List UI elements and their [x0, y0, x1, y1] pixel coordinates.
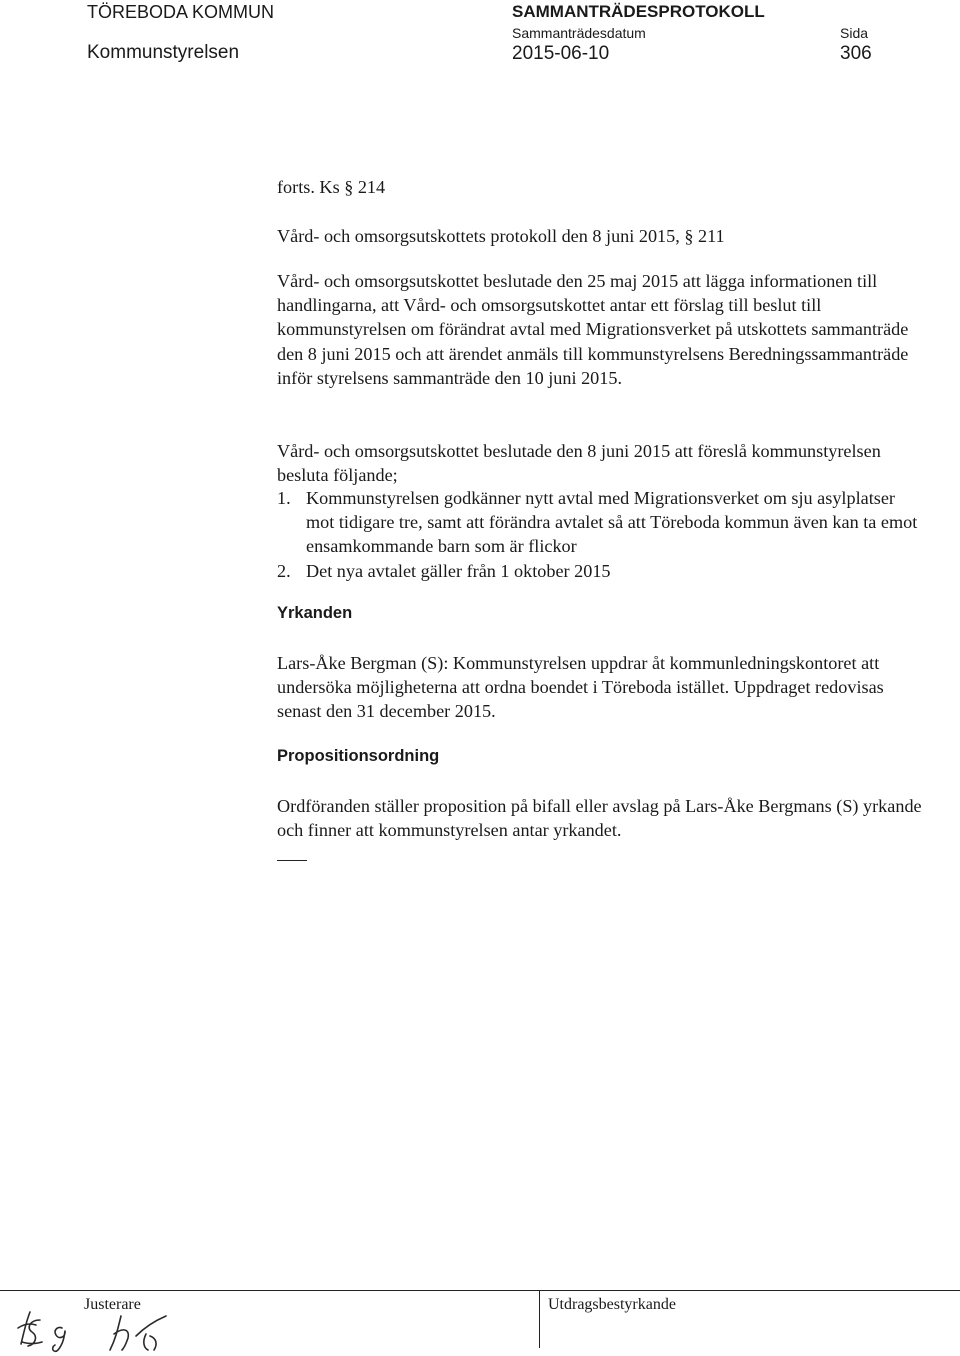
handwritten-initials-signature — [6, 1298, 206, 1354]
proposal-paragraph: Vård- och omsorgsutskottet beslutade den 8 juni 2015 att föreslå kommunstyrelsen besluta följande; — [277, 441, 881, 486]
meeting-date: 2015-06-10 — [512, 43, 610, 64]
proposition-paragraph: Ordföranden ställer proposition på bifall eller avslag på Lars-Åke Bergmans (S) yrkande och finner att kommunstyrelsen antar yrkandet. — [277, 796, 922, 841]
page-label: Sida — [840, 25, 869, 41]
heading-yrkanden: Yrkanden — [277, 604, 353, 622]
list-item-number: 1. — [277, 488, 291, 508]
end-dash — [277, 860, 307, 861]
document-type: SAMMANTRÄDESPROTOKOLL — [512, 2, 765, 21]
list-item — [277, 559, 927, 583]
organization-name: TÖREBODA KOMMUN — [87, 2, 275, 22]
meeting-date-label: Sammanträdesdatum — [512, 25, 646, 41]
list-item — [277, 486, 927, 559]
footer-rule — [0, 1290, 960, 1291]
department-name: Kommunstyrelsen — [87, 42, 240, 63]
list-item-text: Det nya avtalet gäller från 1 oktober 2015 — [306, 560, 611, 581]
section-reference: forts. Ks § 214 — [277, 177, 386, 197]
minutes-reference: Vård- och omsorgsutskottets protokoll den 8 juni 2015, § 211 — [277, 226, 725, 246]
decision-list — [277, 486, 927, 583]
motion-paragraph: Lars-Åke Bergman (S): Kommunstyrelsen uppdrar åt kommunledningskontoret att undersöka möjligheterna att ordna boendet i Töreboda istället. Uppdraget redovisas senast den 31 december 2015. — [277, 653, 884, 722]
background-paragraph: Vård- och omsorgsutskottet beslutade den 25 maj 2015 att lägga informationen till handlingarna, att Vård- och omsorgsutskottet antar ett förslag till beslut till kommunstyrelsen om förändrat avtal med Migrationsverket på utskottets sammanträde den 8 juni 2015 och att ärendet anmäls till kommunstyrelsens Beredningssammanträde inför styrelsens sammanträde den 10 juni 2015. — [277, 271, 909, 388]
footer-divider — [539, 1290, 540, 1348]
list-item-number: 2. — [277, 560, 291, 581]
list-item-text: Kommunstyrelsen godkänner nytt avtal med Migrationsverket om sju asylplatser mot tidigare tre, samt att förändra avtalet så att Töreboda kommun även kan ta emot ensamkommande barn som är flickor — [306, 488, 918, 557]
justerare-label: Justerare — [84, 1296, 141, 1313]
page-number: 306 — [840, 43, 872, 64]
utdragsbestyrkande-label: Utdragsbestyrkande — [548, 1296, 676, 1313]
heading-propositionsordning: Propositionsordning — [277, 747, 440, 765]
